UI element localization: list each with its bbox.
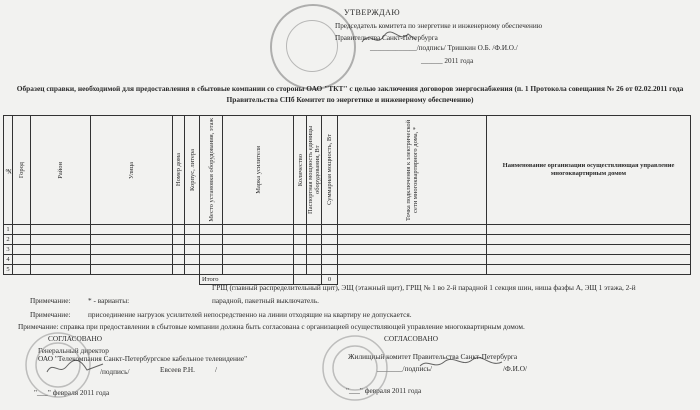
- table-row: [4, 245, 691, 255]
- left-company: ОАО "Телекомпания Санкт-Петербургское кабельное телевидение": [38, 354, 248, 363]
- right-committee: Жилищный комитет Правительства Санкт-Петербурга: [348, 352, 518, 361]
- right-date: "___" февраля 2011 года: [346, 386, 422, 395]
- row-number: 5: [4, 265, 13, 275]
- right-signature-scribble: [418, 356, 504, 372]
- table-row: [4, 235, 691, 245]
- header-install-location: Место установки оборудования, этаж: [200, 116, 223, 225]
- header-district: Район: [31, 116, 91, 225]
- table-row: [4, 225, 691, 235]
- right-signature-label: _______/подпись/: [377, 364, 433, 373]
- header-house-number: Номер дома: [173, 116, 185, 225]
- abbreviation-note-line2: парадной, пакетный выключатель.: [212, 296, 319, 305]
- total-label: Итого: [200, 275, 294, 285]
- row-number: 1: [4, 225, 13, 235]
- header-unit-power: Паспортная мощность единицы оборудования, Вт: [307, 116, 322, 225]
- equipment-table: [3, 115, 691, 285]
- left-slash: /: [215, 365, 218, 374]
- approval-date: ______ 2011 года: [421, 57, 474, 65]
- header-management-org: Наименование организации осуществляющая управление многоквартирным домом: [487, 116, 691, 225]
- note1-variants: * - варианты:: [88, 296, 130, 305]
- table-header-row: [4, 116, 691, 225]
- row-number: 4: [4, 255, 13, 265]
- left-signer-name: Евсеев Р.Н.: [160, 365, 195, 374]
- note2-text: присоединение нагрузок усилителей непосредственно на линии отходящие на квартиру не допускается.: [88, 310, 412, 319]
- note1-label: Примечание:: [30, 296, 71, 305]
- left-signature-label: /подпись/: [100, 367, 130, 376]
- right-agreed-title: СОГЛАСОВАНО: [384, 334, 439, 343]
- left-date: "___" февраля 2011 года: [34, 388, 110, 397]
- header-connection-point: Точка подключения к электрической сети многоквартирного дома, *: [338, 116, 487, 225]
- header-quantity: Количество: [294, 116, 307, 225]
- approval-title: УТВЕРЖДАЮ: [344, 8, 401, 17]
- header-building: Корпус, литера: [185, 116, 200, 225]
- header-total-power: Суммарная мощность, Вт: [322, 116, 338, 225]
- header-city: Город: [13, 116, 31, 225]
- right-fio-label: /Ф.И.О/: [503, 364, 528, 373]
- table-row: [4, 265, 691, 275]
- header-amplifier-model: Марка усилителя: [223, 116, 294, 225]
- table-row: [4, 255, 691, 265]
- total-value: 0: [322, 275, 338, 285]
- approval-signature-line: _____________/подпись/ Тришкин О.Б. /Ф.И.О./: [370, 44, 518, 52]
- row-number: 2: [4, 235, 13, 245]
- row-number: 3: [4, 245, 13, 255]
- abbreviation-note-line1: ГРЩ (главный распределительный щит), ЭЩ (этажный щит), ГРЩ № 1 во 2-й парадной 1 секция шин, ниша фазфы А, ЭЩ 1 этажа, 2-й: [212, 283, 636, 292]
- left-position: Генеральный директор: [38, 346, 109, 355]
- approval-position: Председатель комитета по энергетике и инженерному обеспечению: [335, 22, 543, 30]
- left-agreed-title: СОГЛАСОВАНО: [48, 334, 103, 343]
- approval-signature-scribble: [360, 28, 420, 50]
- seal-inner-ring: [286, 20, 338, 72]
- note2-label: Примечание:: [30, 310, 71, 319]
- document-heading: Образец справки, необходимой для предоставления в сбытовые компании со стороны ОАО "ТКТ" с целью заключения договоров энергоснабжения (п. 1 Протокола совещания № 26 от 02.02.2011 года Правительства СПб Комитет по энергетике и инженерному обеспечению): [16, 84, 684, 104]
- approval-government: Правительства Санкт-Петербурга: [335, 34, 438, 42]
- right-seal-mark: [320, 330, 390, 405]
- header-street: Улица: [91, 116, 173, 225]
- note3-text: Примечание: справка при предоставлении в сбытовые компании должна быть согласована с организацией осуществляющей управление многоквартирным домом.: [18, 322, 525, 331]
- left-signature-scribble: [45, 356, 105, 378]
- header-number: №: [4, 116, 13, 225]
